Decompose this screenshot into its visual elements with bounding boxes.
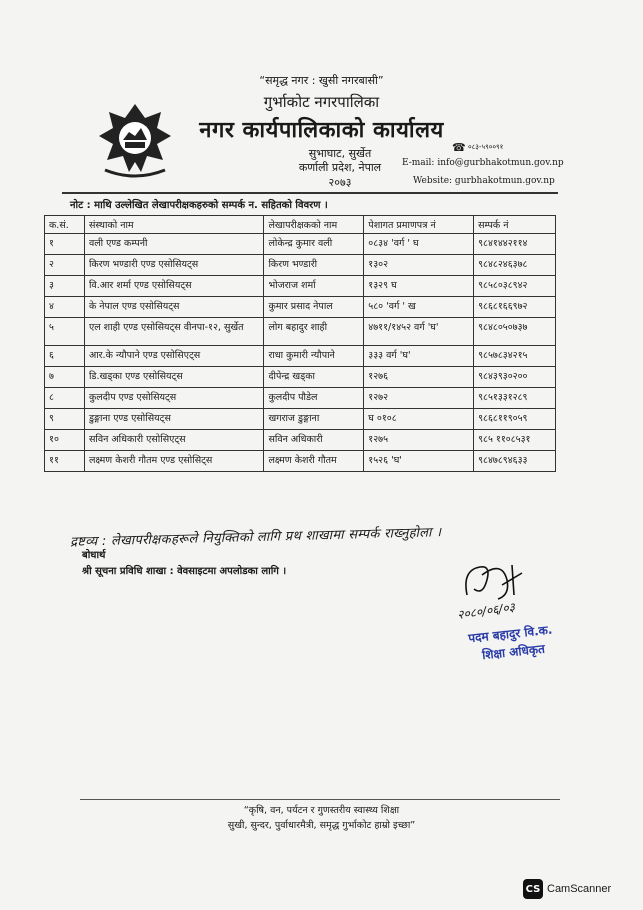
cell-certificate: ०८३४ 'वर्ग ' घ [364,234,474,255]
cell-auditor: खगराज डुङ्गाना [264,409,364,430]
phone-icon: ☎ [452,141,466,154]
phone-number: ०८३-५९००९१ [468,143,504,151]
cell-firm: डुङ्गाना एण्ड एसोसियट्स [84,409,264,430]
cell-auditor: दीपेन्द्र खड्का [264,367,364,388]
table-row [45,430,556,451]
website: Website: gurbhakotmun.gov.np [413,176,555,186]
cell-contact: ९८४८२४६३७८ [474,255,556,276]
signer-title: शिक्षा अधिकृत [481,641,546,663]
table-row [45,367,556,388]
cell-sn: १ [45,234,85,255]
cell-auditor: भोजराज शर्मा [264,276,364,297]
cell-sn: २ [45,255,85,276]
table-row [45,409,556,430]
auditor-table [44,215,556,472]
cell-auditor: लोग बहादुर शाही [264,318,364,346]
cell-sn: ९ [45,409,85,430]
cell-firm: लक्ष्मण केशरी गौतम एण्ड एसोसिट्स [84,451,264,472]
cell-auditor: सविन अधिकारी [264,430,364,451]
table-row [45,346,556,367]
cell-firm: सविन अधिकारी एसोसिएट्स [84,430,264,451]
cell-sn: ७ [45,367,85,388]
cell-sn: ११ [45,451,85,472]
cell-certificate: ४७११/१४५२ वर्ग 'घ' [364,318,474,346]
municipality-name: गुर्भाकोट नगरपालिका [263,93,380,111]
email: E-mail: info@gurbhakotmun.gov.np [402,158,564,168]
cell-auditor: राधा कुमारी न्यौपाने [264,346,364,367]
cell-sn: ५ [45,318,85,346]
address-line2: कर्णाली प्रदेश, नेपाल [298,161,382,174]
note-text: नोट : माथि उल्लेखित लेखापरीक्षकहरुको सम्पर्क न. सहितको विवरण । [70,200,328,211]
cell-contact: ९८५८०३८९४२ [474,276,556,297]
cell-sn: ४ [45,297,85,318]
cell-contact: ९८५१३३१२८९ [474,388,556,409]
cell-firm: के नेपाल एण्ड एसोसियट्स [84,297,264,318]
signature-date: २०८०/०६/०३ [456,600,516,622]
slogan: “समृद्ध नगर : खुसी नगरबासी” [259,74,384,87]
cell-contact: ९८४८०५०७३७ [474,318,556,346]
cell-contact: ९८६८१६६९७२ [474,297,556,318]
established-year: २०७३ [328,176,352,189]
cell-certificate: १५२६ 'घ' [364,451,474,472]
cell-certificate: घ ०१०८ [364,409,474,430]
footer-divider [80,799,560,800]
cell-firm: डि.खड्का एण्ड एसोसियट्स [84,367,264,388]
table-row [45,388,556,409]
cell-auditor: लोकेन्द्र कुमार वली [264,234,364,255]
cell-contact: ९८५७८३४२१५ [474,346,556,367]
cell-sn: १० [45,430,85,451]
footer-line1: “कृषि, वन, पर्यटन र गुणस्तरीय स्वास्थ्य शिक्षा [243,805,400,816]
cell-sn: ८ [45,388,85,409]
cell-firm: किरण भण्डारी एण्ड एसोसियट्स [84,255,264,276]
cell-auditor: कुमार प्रसाद नेपाल [264,297,364,318]
office-title: नगर कार्यपालिकाको कार्यालय [199,118,444,143]
cell-contact: ९८५ ११०८५३१ [474,430,556,451]
header-contact: सम्पर्क नं [474,216,556,234]
header-divider [62,192,558,194]
footer-line2: सुखी, सुन्दर, पुर्वाधारमैत्री, समृद्ध गुर्भाकोट हाम्रो इच्छा” [227,820,416,831]
cell-contact: ९८४१४४२११४ [474,234,556,255]
cell-auditor: कुलदीप पौडेल [264,388,364,409]
cell-contact: ९८४३९३०२०० [474,367,556,388]
camscanner-label: CamScanner [547,883,612,895]
table-header-row [45,216,556,234]
header-certificate: पेशागत प्रमाणपत्र नं [364,216,474,234]
cell-certificate: १२७२ [364,388,474,409]
address-line1: सुभाघाट, सुर्खेत [308,147,372,160]
cell-firm: एल शाही एण्ड एसोसियट्स वीनपा-१२, सुर्खेत [84,318,264,346]
municipality-emblem-icon [95,100,175,182]
cell-firm: कुलदीप एण्ड एसोसियट्स [84,388,264,409]
cell-contact: ९८६८११९०५९ [474,409,556,430]
table-row [45,255,556,276]
cell-auditor: लक्ष्मण केशरी गौतम [264,451,364,472]
cell-certificate: १३२९ घ [364,276,474,297]
cell-certificate: १३०२ [364,255,474,276]
cell-firm: वि.आर शर्मा एण्ड एसोसियट्स [84,276,264,297]
table-row [45,297,556,318]
header-sn: क.सं. [45,216,85,234]
bodhartha-label: बोधार्थ [82,550,106,561]
cell-certificate: ३३३ वर्ग 'घ' [364,346,474,367]
bodhartha-line: श्री सूचना प्रविधि शाखा : वेवसाइटमा अपलोडका लागि । [82,566,287,577]
cell-auditor: किरण भण्डारी [264,255,364,276]
table-row [45,234,556,255]
camscanner-logo-icon: CS [523,879,543,899]
handwritten-note: द्रष्टव्य : लेखापरीक्षकहरूले नियुक्तिको लागि प्रथ शाखामा सम्पर्क राख्नुहोला । [69,525,442,550]
header-firm: संस्थाको नाम [84,216,264,234]
cell-firm: वली एण्ड कम्पनी [84,234,264,255]
table-row [45,318,556,346]
cell-contact: ९८४७८९४६३३ [474,451,556,472]
cell-firm: आर.के न्यौपाने एण्ड एसोसिएट्स [84,346,264,367]
table-row [45,451,556,472]
cell-sn: ६ [45,346,85,367]
header-auditor: लेखापरीक्षकको नाम [264,216,364,234]
camscanner-watermark [523,878,611,900]
cell-sn: ३ [45,276,85,297]
table-row [45,276,556,297]
signer-name: पदम बहादुर वि.क. [467,622,554,646]
cell-certificate: १२७६ [364,367,474,388]
cell-certificate: १२७५ [364,430,474,451]
cell-certificate: ५८० 'वर्ग ' ख [364,297,474,318]
